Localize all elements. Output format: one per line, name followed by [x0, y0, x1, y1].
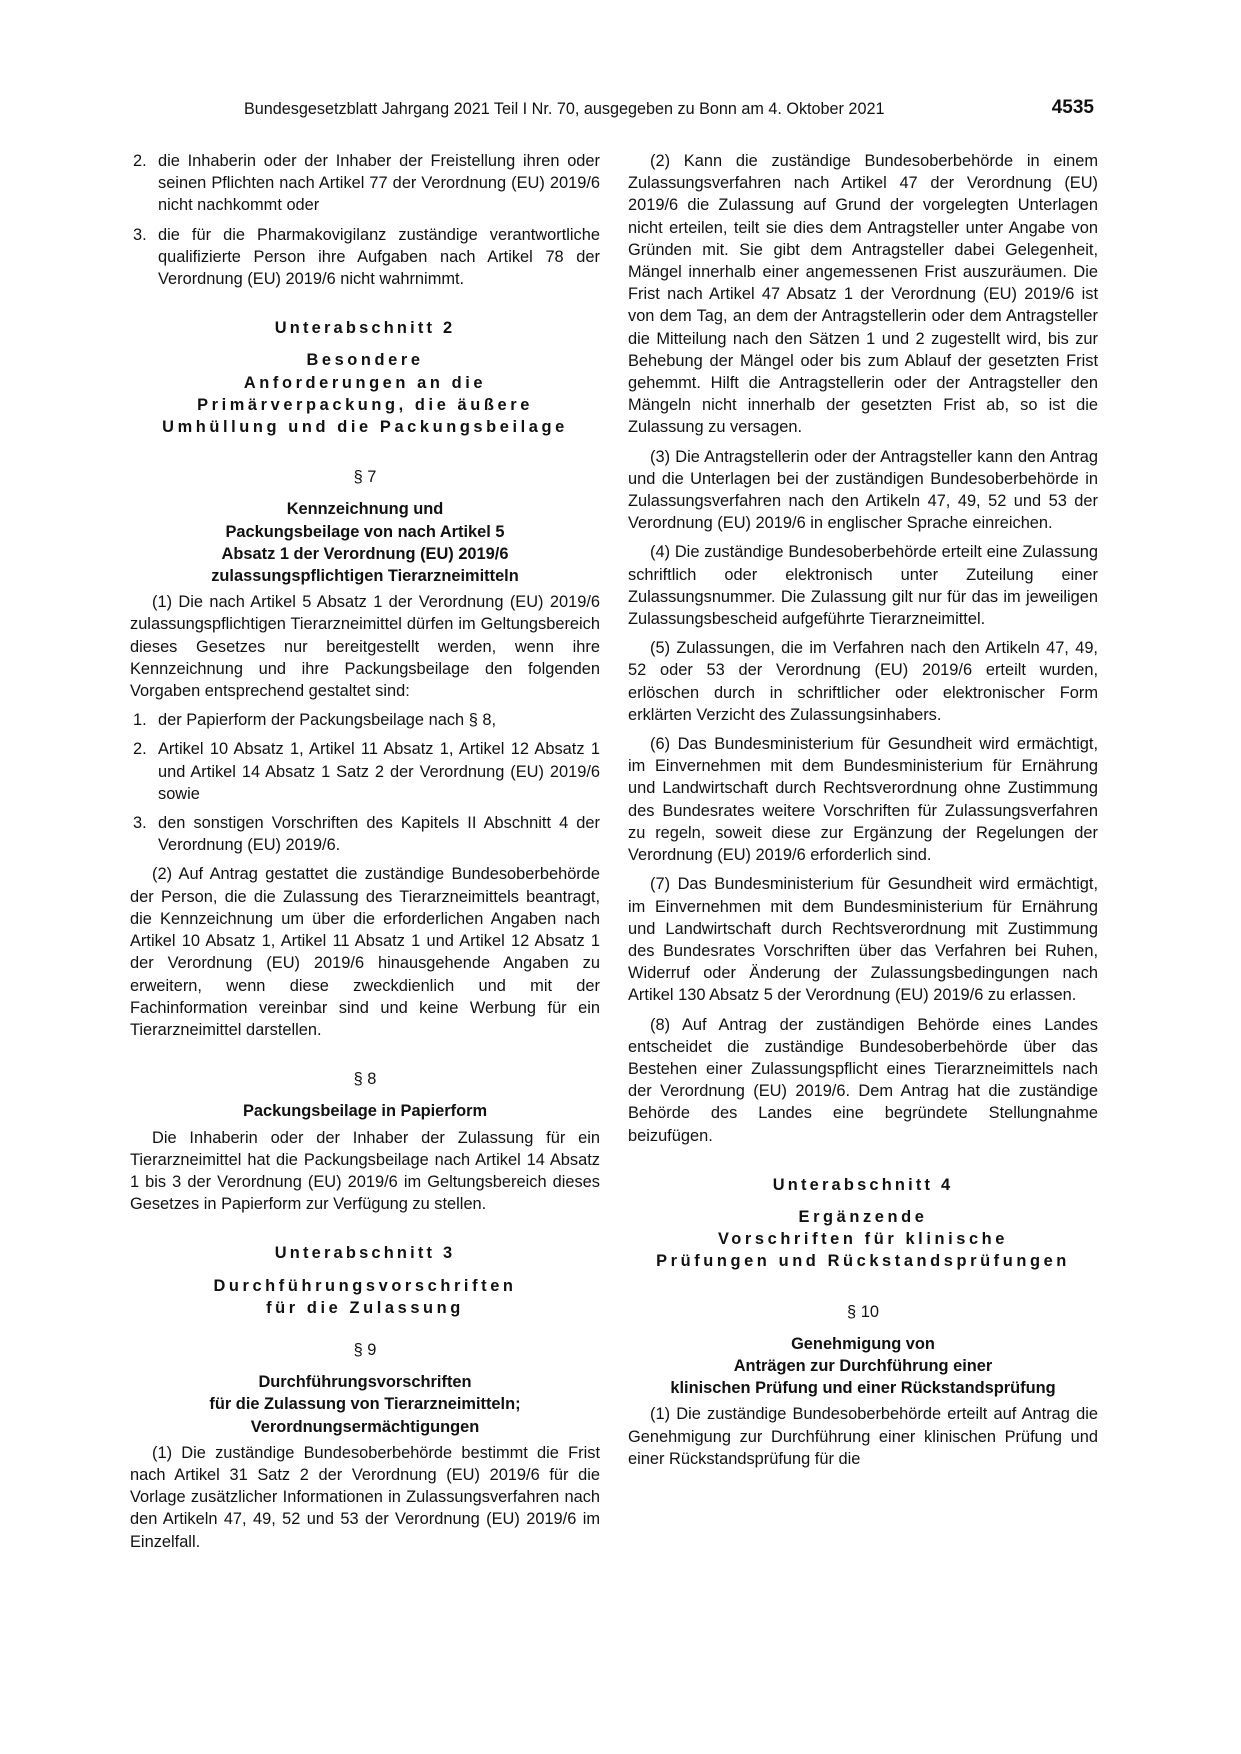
- section-number: § 7: [353, 468, 377, 487]
- section-title-line: Anträgen zur Durchführung einer: [733, 1356, 993, 1375]
- paragraph: (1) Die zuständige Bundesoberbehörde bestimmt die Frist nach Artikel 31 Satz 2 der Verordnung (EU) 2019/6 für die Vorlage zusätzlicher Informationen in Zulassungsverfahren nach den Artikeln 47, 49, 52 und 53 der Verordnung (EU) 2019/6 im Einzelfall.: [130, 1443, 600, 1551]
- paragraph: (7) Das Bundesministerium für Gesundheit wird ermächtigt, im Einvernehmen mit dem Bundesministerium für Ernährung und Landwirtschaft durch Rechtsverordnung mit Zustimmung des Bundesrates Vorschriften über das Verfahren bei Ruhen, Widerruf oder Änderung der Zulassungsbedingungen nach Artikel 130 Absatz 5 der Verordnung (EU) 2019/6 zu erlassen.: [628, 875, 1098, 1005]
- list-item: [130, 738, 600, 805]
- subsection-title-line: Besondere: [306, 351, 424, 370]
- list-item: [130, 709, 600, 731]
- section-title-line: Verordnungsermächtigungen: [250, 1417, 480, 1436]
- subsection-title-line: Anforderungen an die: [243, 373, 487, 392]
- section-title-line: Genehmigung von: [791, 1334, 935, 1353]
- list-text: Artikel 10 Absatz 1, Artikel 11 Absatz 1, Artikel 12 Absatz 1 und Artikel 14 Absatz 1 Satz 2 der Verordnung (EU) 2019/6 sowie: [158, 740, 600, 803]
- running-header: [244, 97, 1094, 126]
- section-title-line: klinischen Prüfung und einer Rückstandsprüfung: [670, 1379, 1056, 1398]
- paragraph: Die Inhaberin oder der Inhaber der Zulassung für ein Tierarzneimittel hat die Packungsbeilage nach Artikel 14 Absatz 1 bis 3 der Verordnung (EU) 2019/6 im Geltungsbereich dieses Gesetzes in Papierform zur Verfügung zu stellen.: [130, 1128, 600, 1214]
- list-item: [130, 150, 600, 217]
- list-number: 1.: [133, 711, 147, 730]
- subsection-title-line: Primärverpackung, die äußere: [197, 395, 533, 414]
- subsection-title-line: Prüfungen und Rückstandsprüfungen: [656, 1252, 1070, 1271]
- paragraph: (6) Das Bundesministerium für Gesundheit wird ermächtigt, im Einvernehmen mit dem Bundesministerium für Ernährung und Landwirtschaft durch Rechtsverordnung ohne Zustimmung des Bundesrates weitere Vorschriften für Zulassungsverfahren zu regeln, soweit diese zur Ergänzung der Regelungen der Verordnung (EU) 2019/6 erforderlich sind.: [628, 735, 1098, 865]
- subsection-label: Unterabschnitt 3: [274, 1244, 456, 1263]
- list-item: [130, 812, 600, 856]
- section-title-line: für die Zulassung von Tierarzneimitteln;: [209, 1395, 521, 1414]
- list-number: 2.: [133, 152, 147, 170]
- section-title-line: Packungsbeilage von nach Artikel 5: [225, 522, 505, 541]
- subsection-title-line: Ergänzende: [798, 1207, 928, 1226]
- list-text: den sonstigen Vorschriften des Kapitels II Abschnitt 4 der Verordnung (EU) 2019/6.: [158, 814, 600, 855]
- section-number: § 10: [847, 1302, 879, 1321]
- list-text: die für die Pharmakovigilanz zuständige verantwortliche qualifizierte Person ihre Aufgaben nach Artikel 78 der Verordnung (EU) 2019/6 nicht wahrnimmt.: [158, 225, 600, 289]
- page-number: 4535: [1051, 97, 1094, 118]
- list-text: die Inhaberin oder der Inhaber der Freistellung ihren oder seinen Pflichten nach Artikel 77 der Verordnung (EU) 2019/6 nicht nachkommt oder: [158, 152, 600, 215]
- list-text: der Papierform der Packungsbeilage nach § 8,: [158, 711, 497, 730]
- section-number: § 9: [353, 1340, 377, 1359]
- paragraph: (1) Die nach Artikel 5 Absatz 1 der Verordnung (EU) 2019/6 zulassungspflichtigen Tierarzneimittel dürfen im Geltungsbereich dieses Gesetzes nur bereitgestellt werden, wenn ihre Kennzeichnung und ihre Packungsbeilage den folgenden Vorgaben entsprechend gestaltet sind:: [130, 593, 600, 701]
- subsection-title-line: Umhüllung und die Packungsbeilage: [162, 418, 568, 437]
- list-number: 2.: [133, 740, 147, 759]
- paragraph: (3) Die Antragstellerin oder der Antragsteller kann den Antrag und die Unterlagen bei der zuständigen Bundesoberbehörde in Zulassungsverfahren nach den Artikeln 47, 49, 52 und 53 der Verordnung (EU) 2019/6 in englischer Sprache einreichen.: [628, 447, 1098, 533]
- paragraph: (5) Zulassungen, die im Verfahren nach den Artikeln 47, 49, 52 oder 53 der Verordnung (EU) 2019/6 erteilt wurden, erlöschen durch in schriftlicher oder elektronischer Form erklärten Verzicht des Zulassungsinhabers.: [628, 639, 1098, 724]
- section-title-line: Durchführungsvorschriften: [258, 1373, 472, 1392]
- list-item: [130, 224, 600, 291]
- section-number: § 8: [353, 1070, 377, 1089]
- subsection-label: Unterabschnitt 2: [274, 319, 456, 338]
- paragraph: (4) Die zuständige Bundesoberbehörde erteilt eine Zulassung schriftlich oder elektronisch unter Zuteilung einer Zulassungsnummer. Die Zulassung gilt nur für das im jeweiligen Zulassungsbescheid aufgeführte Tierarzneimittel.: [628, 543, 1098, 629]
- subsection-title-line: Durchführungsvorschriften: [213, 1276, 517, 1295]
- subsection-label: Unterabschnitt 4: [772, 1175, 954, 1194]
- list-number: 3.: [133, 814, 147, 833]
- paragraph: (2) Auf Antrag gestattet die zuständige Bundesoberbehörde der Person, die die Zulassung des Tierarzneimittels beantragt, die Kennzeichnung um über die erforderlichen Angaben nach Artikel 10 Absatz 1, Artikel 11 Absatz 1 und Artikel 12 Absatz 1 der Verordnung (EU) 2019/6 hinausgehende Angaben zu erweitern, wenn diese zweckdienlich und mit der Fachinformation vereinbar sind und keine Werbung für ein Tierarzneimittel darstellen.: [130, 865, 600, 1039]
- paragraph: (2) Kann die zuständige Bundesoberbehörde in einem Zulassungsverfahren nach Artikel 47 der Verordnung (EU) 2019/6 die Zulassung auf Grund der vorgelegten Unterlagen nicht erteilen, teilt sie dies dem Antragsteller unter Angabe von Gründen mit. Sie gibt dem Antragsteller dabei Gelegenheit, Mängel innerhalb einer angemessenen Frist auszuräumen. Die Frist nach Artikel 47 Absatz 1 der Verordnung (EU) 2019/6 ist von dem Tag, an dem der Antragstellerin oder dem Antragsteller die Mitteilung nach den Sätzen 1 und 2 zugestellt wird, bis zur Behebung der Mängel oder bis zum Ablauf der gesetzten Frist gehemmt. Hilft die Antragstellerin oder der Antragsteller den Mängeln nicht innerhalb der gesetzten Frist ab, so ist die Zulassung zu versagen.: [628, 152, 1098, 437]
- list-number: 3.: [133, 225, 147, 244]
- section-title-line: Absatz 1 der Verordnung (EU) 2019/6: [221, 544, 509, 563]
- subsection-title-line: für die Zulassung: [266, 1298, 464, 1317]
- left-column: [130, 150, 600, 1560]
- running-title: Bundesgesetzblatt Jahrgang 2021 Teil I Nr. 70, ausgegeben zu Bonn am 4. Oktober 2021: [244, 100, 885, 118]
- section-title: Packungsbeilage in Papierform: [242, 1102, 488, 1121]
- section-title-line: Kennzeichnung und: [286, 500, 444, 519]
- right-column: [628, 150, 1098, 1477]
- paragraph: (8) Auf Antrag der zuständigen Behörde eines Landes entscheidet die zuständige Bundesoberbehörde über das Bestehen einer Zulassungspflicht eines Tierarzneimittels nach der Verordnung (EU) 2019/6. Dem Antrag hat die zuständige Behörde des Landes eine begründete Stellungnahme beizufügen.: [628, 1015, 1098, 1145]
- section-title-line: zulassungspflichtigen Tierarzneimitteln: [211, 567, 519, 586]
- paragraph: (1) Die zuständige Bundesoberbehörde erteilt auf Antrag die Genehmigung zur Durchführung einer klinischen Prüfung und einer Rückstandsprüfung für die: [628, 1405, 1098, 1468]
- subsection-title-line: Vorschriften für klinische: [717, 1230, 1009, 1249]
